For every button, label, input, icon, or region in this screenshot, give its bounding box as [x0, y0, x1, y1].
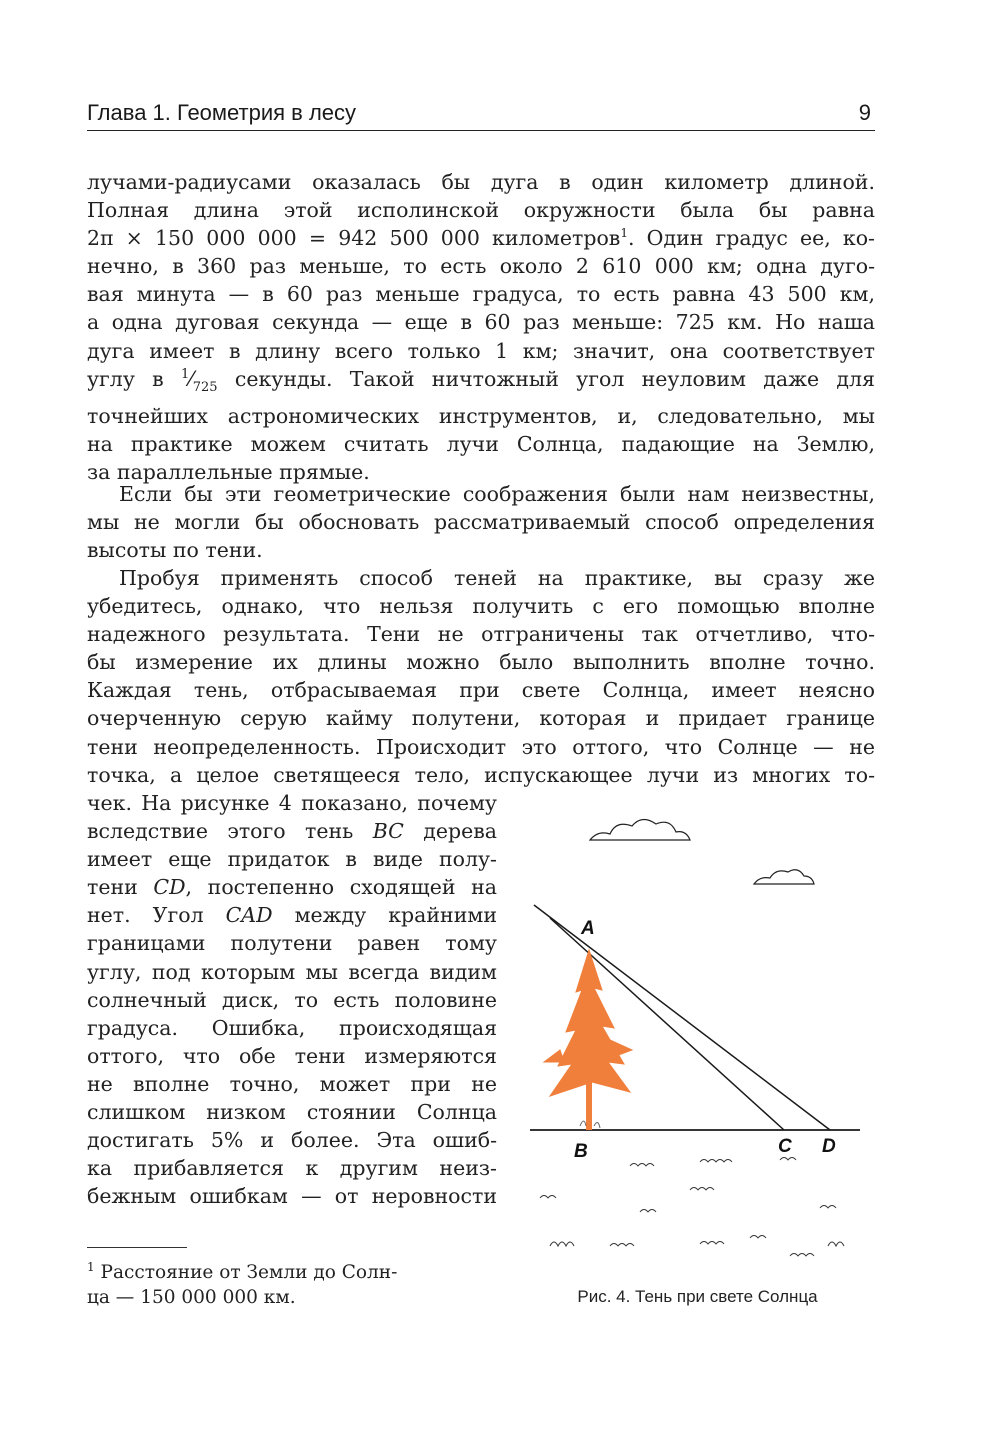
- text-line: Полная длина этой исполинской окружности была бы равна: [87, 198, 875, 223]
- footnote: [87, 1260, 497, 1310]
- footnote-rule: [87, 1247, 187, 1248]
- text-line: ка прибавляется к другим неиз-: [87, 1156, 497, 1181]
- text-line: оттого, что обе тени измеряются: [87, 1043, 497, 1068]
- point-label-d: D: [822, 1136, 836, 1157]
- text-line: дуга имеет в длину всего только 1 км; значит, она соответствует: [87, 338, 875, 363]
- text-line: градуса. Ошибка, происходящая: [87, 1015, 497, 1040]
- text-line: на практике можем считать лучи Солнца, падающие на Землю,: [87, 431, 875, 456]
- page-number: 9: [858, 100, 871, 125]
- text-line: Каждая тень, отбрасываемая при свете Солнца, имеет неясно: [87, 678, 875, 703]
- text-line: лучами-радиусами оказалась бы дуга в один километр длиной.: [87, 170, 875, 194]
- running-header: [87, 96, 875, 131]
- point-label-a: A: [581, 918, 595, 939]
- paragraph-3: [87, 564, 875, 789]
- text-line: очерченную серую кайму полутени, которая и придает границе: [87, 706, 875, 731]
- text-line: 2π × 150 000 000 = 942 500 000 километров$^1$. Один градус ее, ко-: [87, 226, 875, 251]
- footnote-line: $^1$ Расстояние от Земли до Солн-: [87, 1259, 398, 1283]
- text-line: вая минута — в 60 раз меньше градуса, то есть равна 43 500 км,: [87, 282, 875, 307]
- text-line: нет. Угол CAD между крайними: [87, 903, 497, 928]
- text-line: Если бы эти геометрические соображения были нам неизвестны,: [119, 482, 875, 506]
- text-line: а одна дуговая секунда — еще в 60 раз меньше: 725 км. Но наша: [87, 310, 875, 335]
- text-line: за параллельные прямые.: [87, 460, 370, 485]
- text-line: бы измерение их длины можно было выполнить вполне точно.: [87, 650, 875, 675]
- figure-caption: Рис. 4. Тень при свете Солнца: [577, 1287, 818, 1306]
- text-line: углу, под которым мы всегда видим: [87, 959, 497, 984]
- text-line: имеет еще придаток в виде полу-: [87, 847, 497, 872]
- text-line: слишком низком стоянии Солнца: [87, 1100, 497, 1125]
- paragraph-2: [87, 480, 875, 564]
- text-line: не вполне точно, может при не: [87, 1071, 497, 1096]
- text-line: вследствие этого тень BC дерева: [87, 819, 497, 844]
- text-line: тени CD, постепенно сходящей на: [87, 875, 497, 900]
- text-line: бежным ошибкам — от неровности: [87, 1184, 497, 1209]
- footnote-ref: 1: [620, 226, 628, 241]
- text-line: углу в $^1⁄_{725}$ секунды. Такой ничтожный угол неуловим даже для: [87, 366, 875, 395]
- text-line: солнечный диск, то есть половине: [87, 987, 497, 1012]
- text-line: чек. На рисунке 4 показано, почему: [87, 791, 497, 815]
- cloud-icon: [754, 870, 814, 884]
- text-line: границами полутени равен тому: [87, 931, 497, 956]
- text-line: точка, а целое светящееся тело, испускающее лучи из многих то-: [87, 762, 875, 787]
- text-line: Пробуя применять способ теней на практике, вы сразу же: [119, 566, 875, 590]
- cloud-icon: [590, 819, 690, 840]
- fraction: $^1⁄_{725}$: [181, 366, 218, 395]
- text-line: нечно, в 360 раз меньше, то есть около 2 610 000 км; одна дуго-: [87, 254, 875, 279]
- footnote-line: ца — 150 000 000 км.: [87, 1287, 296, 1308]
- grass-marks: [540, 1158, 844, 1257]
- point-label-c: C: [778, 1136, 792, 1157]
- chapter-title: Глава 1. Геометрия в лесу: [87, 100, 357, 125]
- text-line: надежного результата. Тени не отграничены так отчетливо, что-: [87, 622, 875, 647]
- text-line: точнейших астрономических инструментов, и, следовательно, мы: [87, 403, 875, 428]
- point-label-b: B: [574, 1141, 588, 1162]
- text-line: убедитесь, однако, что нельзя получить с его помощью вполне: [87, 594, 875, 619]
- figure-tree-shadow: [520, 800, 875, 1280]
- column-text: [87, 789, 497, 1210]
- text-line: высоты по тени.: [87, 538, 263, 563]
- text-line: достигать 5% и более. Эта ошиб-: [87, 1128, 497, 1153]
- footnote-mark: 1: [87, 1259, 95, 1274]
- text-line: тени неопределенность. Происходит это оттого, что Солнце — не: [87, 734, 875, 759]
- text-line: мы не могли бы обосновать рассматриваемый способ определения: [87, 510, 875, 535]
- tree-icon: [544, 950, 632, 1130]
- paragraph-continuation: [87, 168, 875, 486]
